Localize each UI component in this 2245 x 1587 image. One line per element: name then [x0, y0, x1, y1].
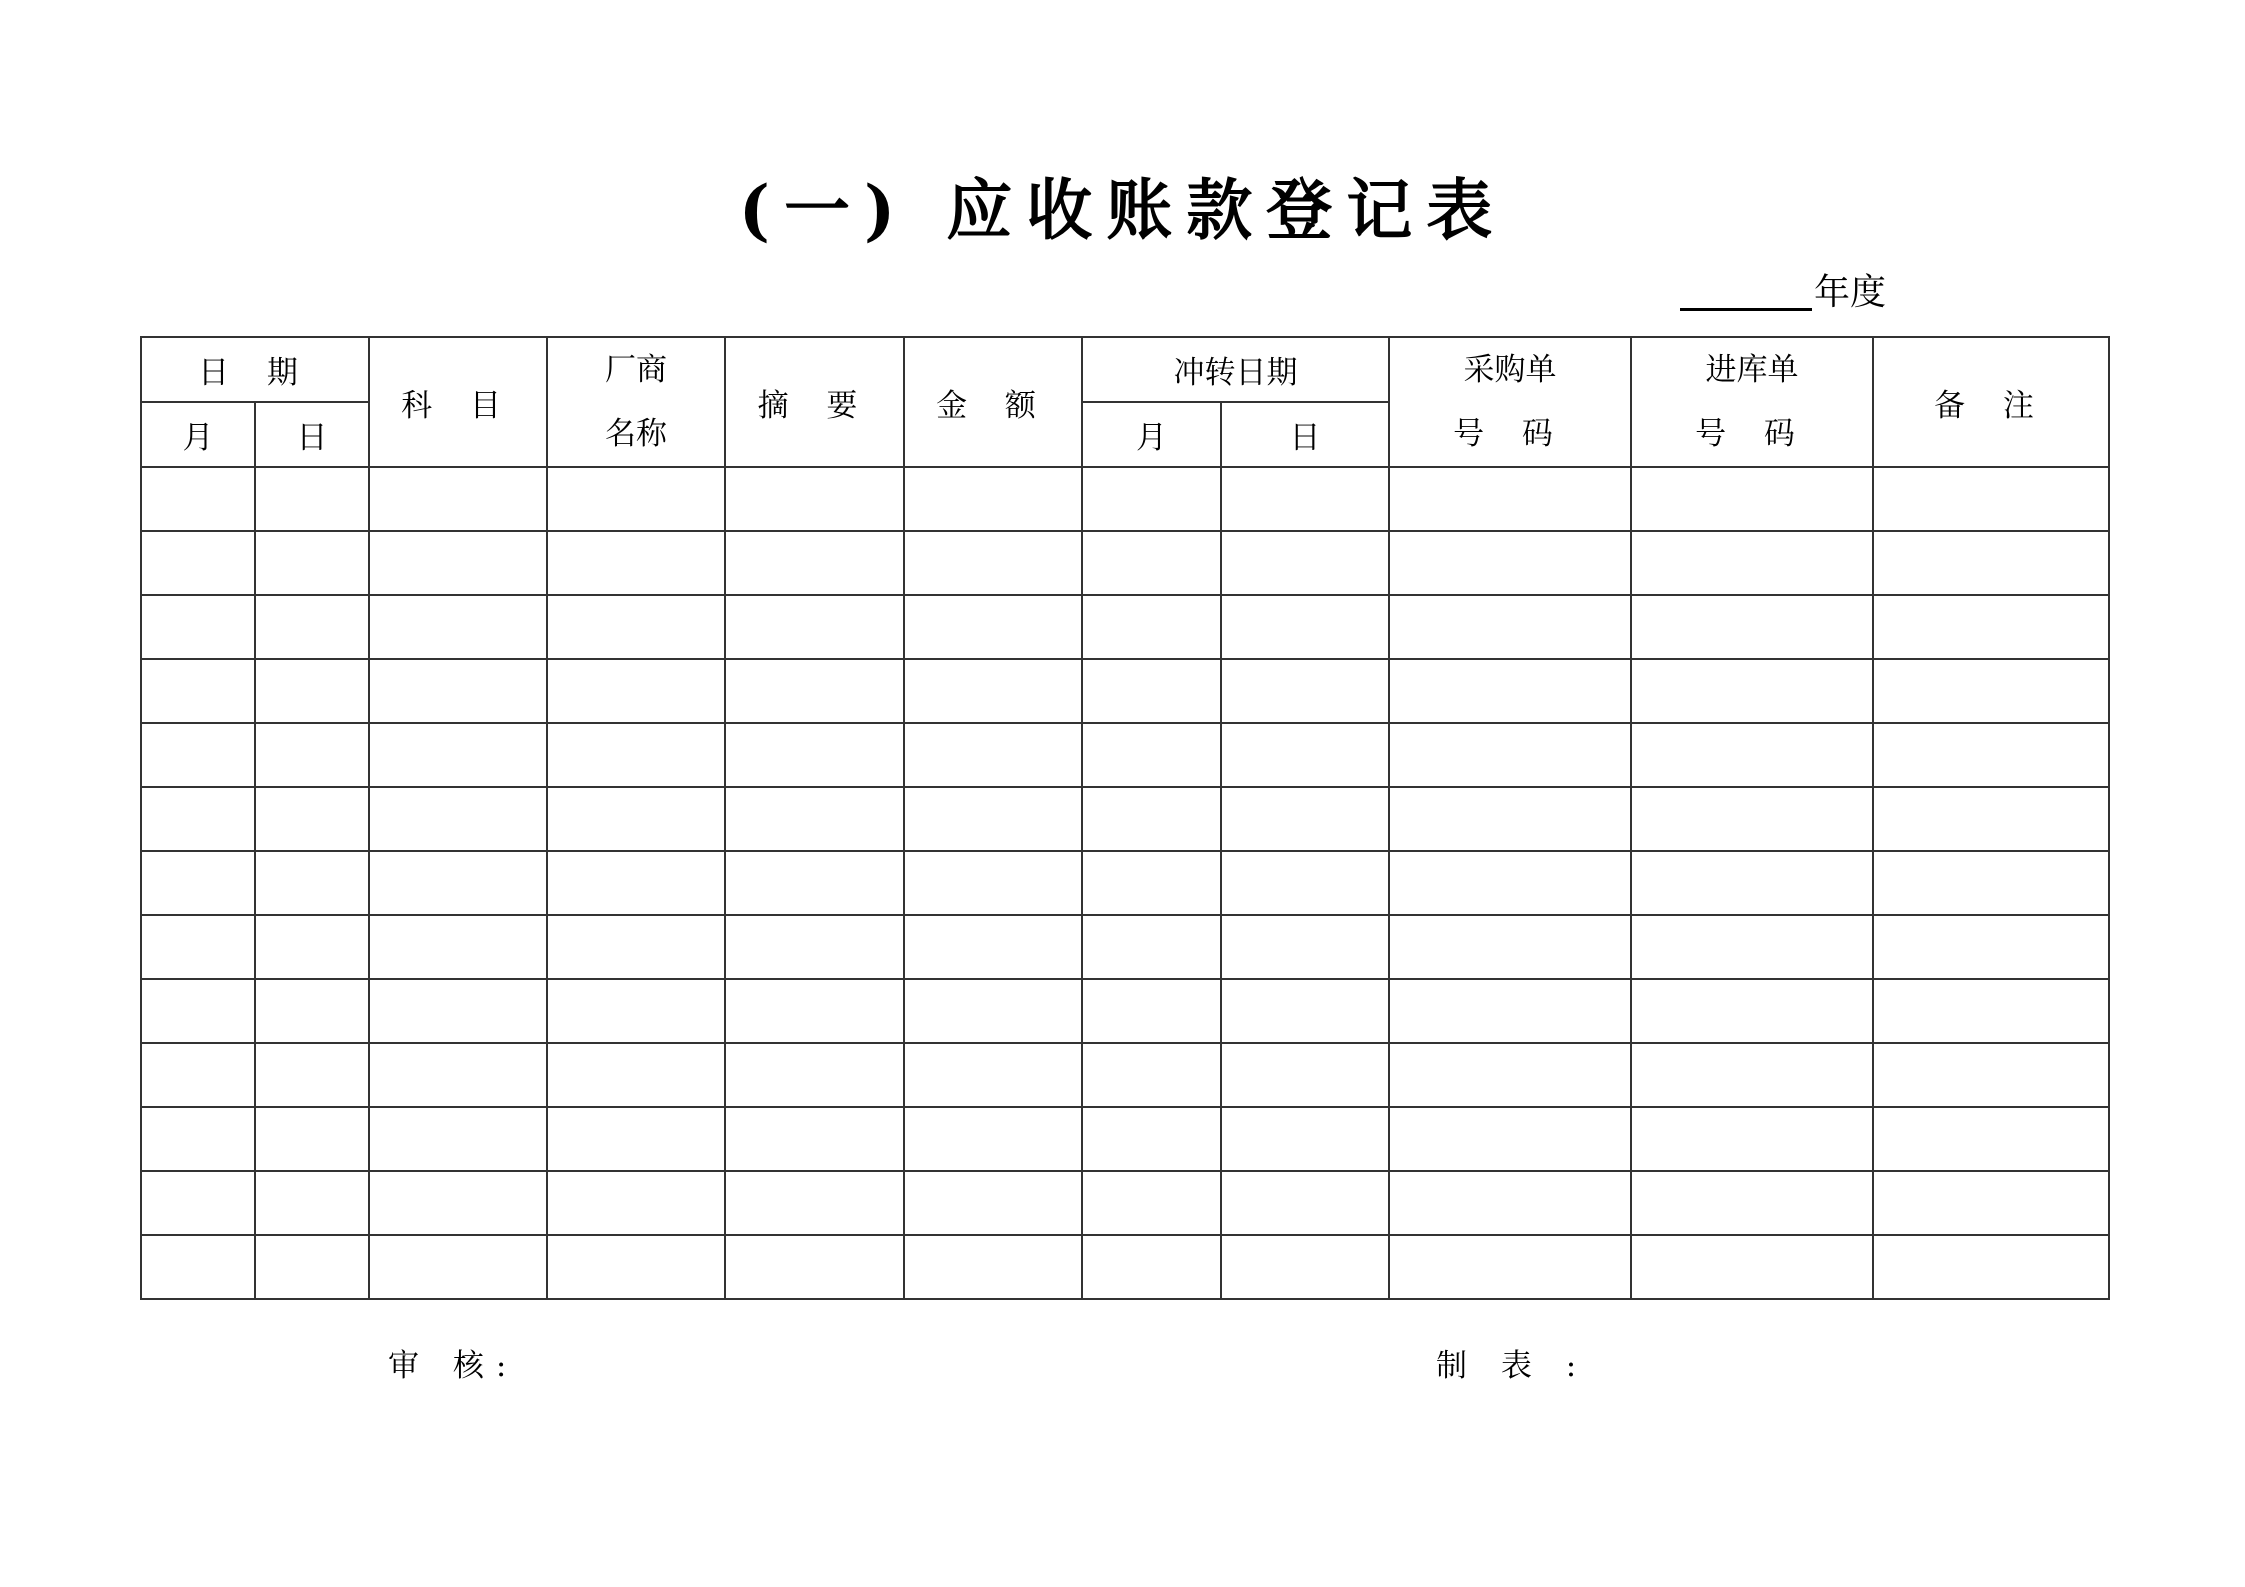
table-cell[interactable] [1389, 1171, 1631, 1235]
table-row [141, 851, 2109, 915]
table-cell[interactable] [141, 979, 255, 1043]
table-cell[interactable] [141, 659, 255, 723]
table-cell[interactable] [904, 1171, 1082, 1235]
table-cell[interactable] [141, 1107, 255, 1171]
table-cell[interactable] [1389, 659, 1631, 723]
table-cell[interactable] [904, 787, 1082, 851]
table-cell[interactable] [369, 1043, 547, 1107]
table-cell[interactable] [725, 723, 904, 787]
header-date: 日 期 [141, 337, 369, 402]
table-row [141, 1043, 2109, 1107]
table-cell[interactable] [1082, 1235, 1221, 1299]
table-cell[interactable] [1631, 723, 1873, 787]
table-cell[interactable] [369, 787, 547, 851]
table-cell[interactable] [1389, 851, 1631, 915]
table-cell[interactable] [369, 1171, 547, 1235]
table-cell[interactable] [141, 531, 255, 595]
table-cell[interactable] [725, 979, 904, 1043]
table-cell[interactable] [1389, 723, 1631, 787]
ledger-body [141, 467, 2109, 1299]
table-cell[interactable] [904, 723, 1082, 787]
table-cell[interactable] [547, 1171, 725, 1235]
table-cell[interactable] [1082, 915, 1221, 979]
table-cell[interactable] [725, 1171, 904, 1235]
table-cell[interactable] [1082, 723, 1221, 787]
header-day: 日 [255, 402, 369, 467]
table-cell[interactable] [255, 659, 369, 723]
table-cell[interactable] [369, 595, 547, 659]
table-cell[interactable] [1221, 915, 1389, 979]
table-cell[interactable] [1389, 467, 1631, 531]
table-cell[interactable] [1873, 595, 2109, 659]
table-cell[interactable] [1221, 723, 1389, 787]
table-cell[interactable] [1631, 1043, 1873, 1107]
table-cell[interactable] [1631, 1235, 1873, 1299]
table-cell[interactable] [1873, 1235, 2109, 1299]
table-cell[interactable] [725, 787, 904, 851]
header-remarks: 备 注 [1873, 337, 2109, 467]
table-cell[interactable] [1873, 979, 2109, 1043]
prepared-by-label: 制 表 : [1436, 1348, 1589, 1384]
table-cell[interactable] [141, 1043, 255, 1107]
table-cell[interactable] [904, 531, 1082, 595]
table-cell[interactable] [255, 1043, 369, 1107]
table-cell[interactable] [369, 915, 547, 979]
table-cell[interactable] [1082, 1043, 1221, 1107]
table-cell[interactable] [141, 915, 255, 979]
header-reversal-date: 冲转日期 [1082, 337, 1389, 402]
table-cell[interactable] [1221, 851, 1389, 915]
table-cell[interactable] [255, 595, 369, 659]
table-cell[interactable] [369, 467, 547, 531]
table-cell[interactable] [1221, 1043, 1389, 1107]
table-cell[interactable] [904, 915, 1082, 979]
table-cell[interactable] [1389, 1107, 1631, 1171]
table-cell[interactable] [904, 467, 1082, 531]
header-warehouse-receipt-no: 进库单 号 码 [1631, 337, 1873, 467]
header-month: 月 [141, 402, 255, 467]
table-cell[interactable] [1631, 851, 1873, 915]
table-row [141, 1235, 2109, 1299]
table-row [141, 467, 2109, 531]
table-cell[interactable] [1389, 915, 1631, 979]
table-row [141, 787, 2109, 851]
table-cell[interactable] [547, 723, 725, 787]
table-cell[interactable] [1221, 1235, 1389, 1299]
table-cell[interactable] [1221, 1171, 1389, 1235]
table-cell[interactable] [369, 851, 547, 915]
table-cell[interactable] [904, 1043, 1082, 1107]
table-cell[interactable] [1873, 1171, 2109, 1235]
table-cell[interactable] [725, 1107, 904, 1171]
table-cell[interactable] [255, 531, 369, 595]
table-cell[interactable] [141, 467, 255, 531]
table-cell[interactable] [255, 723, 369, 787]
table-cell[interactable] [1389, 979, 1631, 1043]
table-cell[interactable] [1873, 1043, 2109, 1107]
table-cell[interactable] [141, 1171, 255, 1235]
table-cell[interactable] [725, 851, 904, 915]
table-cell[interactable] [547, 1043, 725, 1107]
table-cell[interactable] [255, 1171, 369, 1235]
table-cell[interactable] [725, 1043, 904, 1107]
table-cell[interactable] [1082, 1107, 1221, 1171]
table-cell[interactable] [547, 595, 725, 659]
table-cell[interactable] [1873, 467, 2109, 531]
table-cell[interactable] [1221, 1107, 1389, 1171]
table-cell[interactable] [1389, 1043, 1631, 1107]
audit-label: 审 核: [388, 1348, 519, 1384]
table-cell[interactable] [904, 851, 1082, 915]
table-cell[interactable] [1082, 979, 1221, 1043]
year-field [1680, 268, 1886, 318]
header-amount: 金 额 [904, 337, 1082, 467]
table-cell[interactable] [1873, 531, 2109, 595]
table-cell[interactable] [547, 851, 725, 915]
table-cell[interactable] [255, 1107, 369, 1171]
table-row [141, 595, 2109, 659]
table-cell[interactable] [1082, 787, 1221, 851]
table-row [141, 1171, 2109, 1235]
table-cell[interactable] [547, 787, 725, 851]
table-cell[interactable] [255, 915, 369, 979]
header-reversal-day: 日 [1221, 402, 1389, 467]
header-vendor-name: 厂商 名称 [547, 337, 725, 467]
table-cell[interactable] [1631, 467, 1873, 531]
table-cell[interactable] [1082, 851, 1221, 915]
table-cell[interactable] [725, 531, 904, 595]
table-cell[interactable] [547, 915, 725, 979]
table-cell[interactable] [1082, 467, 1221, 531]
header-purchase-order-no: 采购单 号 码 [1389, 337, 1631, 467]
table-cell[interactable] [369, 723, 547, 787]
table-row [141, 531, 2109, 595]
table-cell[interactable] [1389, 531, 1631, 595]
table-cell[interactable] [369, 1107, 547, 1171]
table-cell[interactable] [904, 979, 1082, 1043]
table-cell[interactable] [725, 659, 904, 723]
table-cell[interactable] [141, 723, 255, 787]
receivables-ledger-table [140, 336, 2110, 1300]
table-cell[interactable] [369, 979, 547, 1043]
table-cell[interactable] [725, 915, 904, 979]
table-cell[interactable] [1221, 659, 1389, 723]
table-cell[interactable] [547, 467, 725, 531]
table-cell[interactable] [1631, 531, 1873, 595]
table-cell[interactable] [255, 979, 369, 1043]
table-cell[interactable] [904, 659, 1082, 723]
table-cell[interactable] [141, 851, 255, 915]
header-summary: 摘 要 [725, 337, 904, 467]
table-cell[interactable] [1631, 1107, 1873, 1171]
table-cell[interactable] [904, 1107, 1082, 1171]
table-cell[interactable] [1082, 1171, 1221, 1235]
table-cell[interactable] [1873, 915, 2109, 979]
table-cell[interactable] [1082, 595, 1221, 659]
table-cell[interactable] [141, 595, 255, 659]
table-cell[interactable] [1389, 787, 1631, 851]
table-cell[interactable] [1631, 659, 1873, 723]
table-cell[interactable] [725, 1235, 904, 1299]
table-cell[interactable] [904, 1235, 1082, 1299]
table-cell[interactable] [369, 531, 547, 595]
table-cell[interactable] [1873, 851, 2109, 915]
table-cell[interactable] [255, 851, 369, 915]
table-cell[interactable] [904, 595, 1082, 659]
table-cell[interactable] [141, 1235, 255, 1299]
table-cell[interactable] [1873, 1107, 2109, 1171]
table-cell[interactable] [1221, 531, 1389, 595]
table-cell[interactable] [547, 979, 725, 1043]
table-cell[interactable] [1631, 787, 1873, 851]
table-cell[interactable] [369, 1235, 547, 1299]
table-cell[interactable] [1873, 659, 2109, 723]
table-cell[interactable] [1221, 979, 1389, 1043]
table-row [141, 1107, 2109, 1171]
table-row [141, 659, 2109, 723]
table-cell[interactable] [1221, 467, 1389, 531]
year-label: 年度 [1814, 272, 1887, 313]
table-cell[interactable] [1631, 979, 1873, 1043]
table-cell[interactable] [725, 467, 904, 531]
table-row [141, 723, 2109, 787]
table-row [141, 915, 2109, 979]
table-cell[interactable] [547, 659, 725, 723]
table-cell[interactable] [1873, 723, 2109, 787]
table-cell[interactable] [725, 595, 904, 659]
table-cell[interactable] [255, 467, 369, 531]
table-cell[interactable] [141, 787, 255, 851]
page-title: (一) 应收账款登记表 [738, 171, 1507, 249]
table-cell[interactable] [1631, 915, 1873, 979]
table-cell[interactable] [255, 787, 369, 851]
table-cell[interactable] [1389, 1235, 1631, 1299]
table-cell[interactable] [1389, 595, 1631, 659]
table-row [141, 979, 2109, 1043]
table-cell[interactable] [1221, 595, 1389, 659]
table-cell[interactable] [547, 531, 725, 595]
header-subject: 科 目 [369, 337, 547, 467]
table-cell[interactable] [1631, 595, 1873, 659]
year-blank-line[interactable] [1680, 268, 1812, 311]
table-cell[interactable] [1082, 531, 1221, 595]
table-cell[interactable] [1631, 1171, 1873, 1235]
table-cell[interactable] [1082, 659, 1221, 723]
table-cell[interactable] [369, 659, 547, 723]
table-cell[interactable] [1221, 787, 1389, 851]
table-cell[interactable] [547, 1235, 725, 1299]
table-cell[interactable] [255, 1235, 369, 1299]
table-cell[interactable] [1873, 787, 2109, 851]
table-cell[interactable] [547, 1107, 725, 1171]
header-reversal-month: 月 [1082, 402, 1221, 467]
